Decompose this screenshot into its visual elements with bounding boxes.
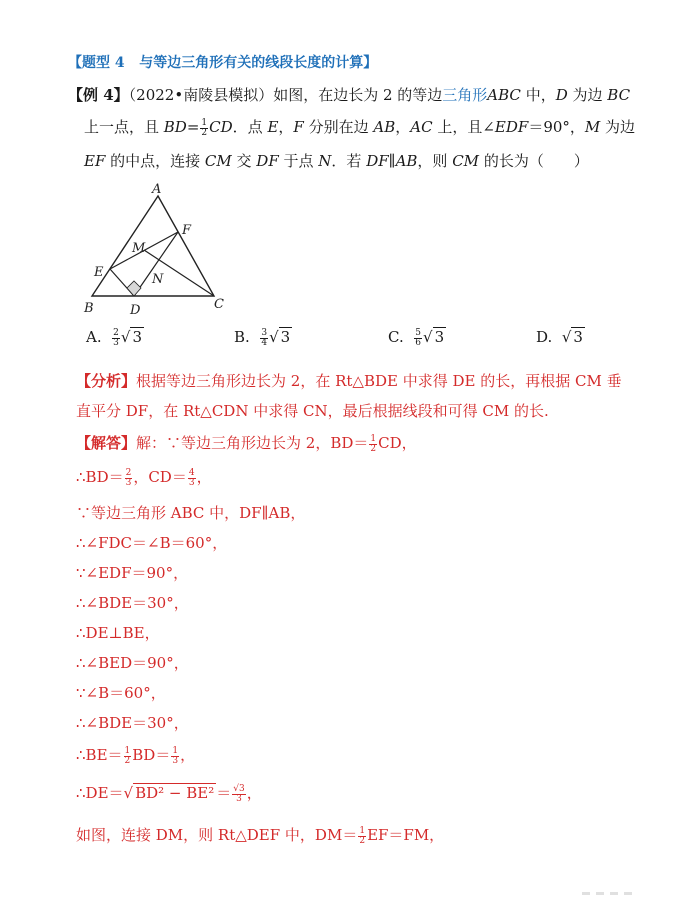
fraction	[124, 747, 132, 766]
problem-line-2	[84, 116, 635, 138]
page-dot	[582, 892, 590, 895]
problem-line-3	[84, 150, 589, 171]
problem-source: （2022•南陵县模拟）如图，在边长为 2 的等边	[128, 86, 443, 104]
text: 为边	[567, 86, 608, 104]
text: BD＝	[132, 746, 171, 764]
radicand: 3	[573, 328, 583, 346]
right-angle-mark	[127, 281, 141, 296]
term-link[interactable]: 三角形	[442, 86, 488, 104]
solution-line-2	[76, 466, 212, 488]
frac-num: 1	[359, 825, 366, 836]
frac-num: 1	[201, 117, 208, 128]
text: 于点	[278, 152, 319, 170]
text-edf: EDF	[494, 118, 529, 136]
sqrt: √ 3	[561, 328, 583, 346]
solution-line-9: ∵∠B＝60°，	[76, 684, 166, 702]
label-d: D	[130, 303, 141, 318]
text: ＝90°，	[528, 118, 585, 136]
page-dot	[596, 892, 604, 895]
frac-num: 1	[172, 745, 179, 756]
analysis-text: 直平分 DF，在 Rt△CDN 中求得 CN，最后根据线段和可得 CM 的长.	[76, 402, 549, 420]
sqrt: √ 3	[423, 328, 445, 346]
option-c[interactable]	[388, 328, 446, 348]
text-bd: BD	[163, 118, 187, 136]
text: 上，且∠	[432, 118, 495, 136]
solution-label: 【解答】	[76, 434, 137, 452]
frac-num: 5	[415, 327, 421, 338]
text-cm: CM	[452, 152, 480, 170]
text-ef: EF	[84, 152, 106, 170]
triangle-figure	[86, 180, 246, 320]
text-bc: BC	[607, 86, 631, 104]
text: 分别在边	[303, 118, 374, 136]
text: ，	[180, 746, 196, 764]
solution-line-12	[76, 782, 262, 804]
frac-num: 4	[188, 467, 195, 478]
text: ，	[395, 118, 411, 136]
text: ，则	[417, 152, 453, 170]
solution-line-11	[76, 744, 195, 766]
text: EF＝FM，	[367, 826, 445, 844]
text: 中，	[520, 86, 556, 104]
frac-num: 1	[124, 745, 131, 756]
solution-line-10: ∴∠BDE＝30°，	[76, 714, 189, 732]
sqrt: √ 3	[269, 328, 291, 346]
text-ac: AC	[410, 118, 433, 136]
text: ∴BE＝	[76, 746, 123, 764]
text: 交	[231, 152, 257, 170]
option-a[interactable]	[86, 328, 144, 348]
frac-den: 6	[415, 337, 421, 348]
text: 为边	[600, 118, 636, 136]
text-d: D	[555, 86, 568, 104]
section-heading	[68, 52, 377, 72]
frac-num: 2	[113, 327, 119, 338]
frac-den: 2	[370, 443, 377, 454]
frac-num: 1	[370, 433, 377, 444]
text: 上一点，且	[84, 118, 164, 136]
radicand: 3	[132, 328, 142, 346]
solution-line-13	[76, 824, 444, 846]
option-letter: D.	[536, 328, 553, 346]
page-dot	[624, 892, 632, 895]
frac-den: 2	[124, 755, 131, 766]
label-n: N	[152, 272, 164, 287]
frac-den: 2	[201, 127, 208, 138]
problem-line-1	[68, 84, 630, 105]
analysis-text: 根据等边三角形边长为 2，在 Rt△BDE 中求得 DE 的长，再根据 CM 垂	[136, 372, 622, 390]
page-indicator	[582, 892, 632, 895]
text-e: E	[267, 118, 279, 136]
frac-den: 3	[188, 477, 195, 488]
radicand: BD² − BE²	[135, 784, 215, 802]
frac-num: 3	[261, 327, 268, 338]
text: CD，	[378, 434, 417, 452]
frac-den: 3	[125, 477, 132, 488]
text: ，	[246, 784, 262, 802]
option-fraction	[414, 329, 422, 348]
solution-line-1	[76, 432, 417, 454]
radicand: 3	[434, 328, 445, 346]
text: 解：∵等边三角形边长为 2，BD＝	[136, 434, 369, 452]
text: ．若	[331, 152, 367, 170]
text: 的中点，连接	[105, 152, 205, 170]
solution-line-8: ∴∠BED＝90°，	[76, 654, 189, 672]
text: ，	[278, 118, 294, 136]
analysis-line-1	[76, 370, 622, 391]
text: ＝	[216, 784, 232, 802]
sqrt: √ BD² − BE²	[123, 784, 215, 802]
text: ，CD＝	[133, 468, 187, 486]
text-cd: CD	[209, 118, 233, 136]
text-ab: AB	[395, 152, 418, 170]
frac-num: √3	[233, 783, 245, 794]
option-b[interactable]	[234, 328, 292, 348]
analysis-line-2	[76, 400, 549, 421]
frac-den: 2	[359, 835, 366, 846]
text-cm: CM	[204, 152, 232, 170]
fraction	[358, 827, 366, 846]
option-fraction	[260, 329, 268, 348]
solution-line-4: ∴∠FDC＝∠B＝60°，	[76, 534, 228, 552]
text: ∴DE＝	[76, 784, 124, 802]
analysis-label: 【分析】	[76, 372, 137, 390]
heading-title: 与等边三角形有关的线段长度的计算】	[139, 55, 378, 71]
frac-den: 3	[113, 337, 119, 348]
text-f: F	[293, 118, 304, 136]
label-m: M	[132, 241, 146, 256]
fraction	[232, 785, 245, 804]
text: ∴BD＝	[76, 468, 124, 486]
fraction	[171, 747, 179, 766]
solution-line-6: ∴∠BDE＝30°，	[76, 594, 189, 612]
option-letter: C.	[388, 328, 404, 346]
frac-den: 3	[236, 793, 242, 804]
fraction	[369, 435, 377, 454]
frac-den: 4	[261, 337, 268, 348]
text: 的长为（ ）	[479, 152, 589, 170]
label-b: B	[84, 301, 94, 316]
text-df: DF	[366, 152, 389, 170]
solution-line-5: ∵∠EDF＝90°，	[76, 564, 189, 582]
text-abc: ABC	[487, 86, 521, 104]
example-label: 【例 4】	[68, 86, 129, 104]
option-letter: B.	[234, 328, 250, 346]
page-dot	[610, 892, 618, 895]
text: ，	[196, 468, 212, 486]
frac-num: 2	[125, 467, 132, 478]
text-n: N	[318, 152, 332, 170]
label-f: F	[182, 223, 192, 238]
solution-line-3: ∵等边三角形 ABC 中，DF∥AB，	[76, 504, 306, 522]
text-ab: AB	[373, 118, 396, 136]
sqrt: √ 3	[120, 328, 142, 346]
solution-line-7: ∴DE⊥BE，	[76, 624, 160, 642]
text: =	[186, 118, 200, 136]
option-fraction	[112, 329, 120, 348]
fraction-half	[200, 119, 208, 138]
fraction	[125, 469, 133, 488]
option-letter: A.	[86, 328, 102, 346]
fraction	[188, 469, 196, 488]
label-c: C	[214, 297, 224, 312]
text: ．点	[232, 118, 268, 136]
text: 如图，连接 DM，则 Rt△DEF 中，DM＝	[76, 826, 358, 844]
label-a: A	[152, 182, 162, 197]
option-d[interactable]	[536, 328, 585, 346]
text-df: DF	[256, 152, 279, 170]
label-e: E	[94, 265, 104, 280]
text: ∥	[388, 152, 396, 170]
heading-tag: 【题型 4	[68, 55, 125, 71]
frac-den: 3	[172, 755, 179, 766]
radicand: 3	[280, 328, 291, 346]
text-m: M	[584, 118, 601, 136]
